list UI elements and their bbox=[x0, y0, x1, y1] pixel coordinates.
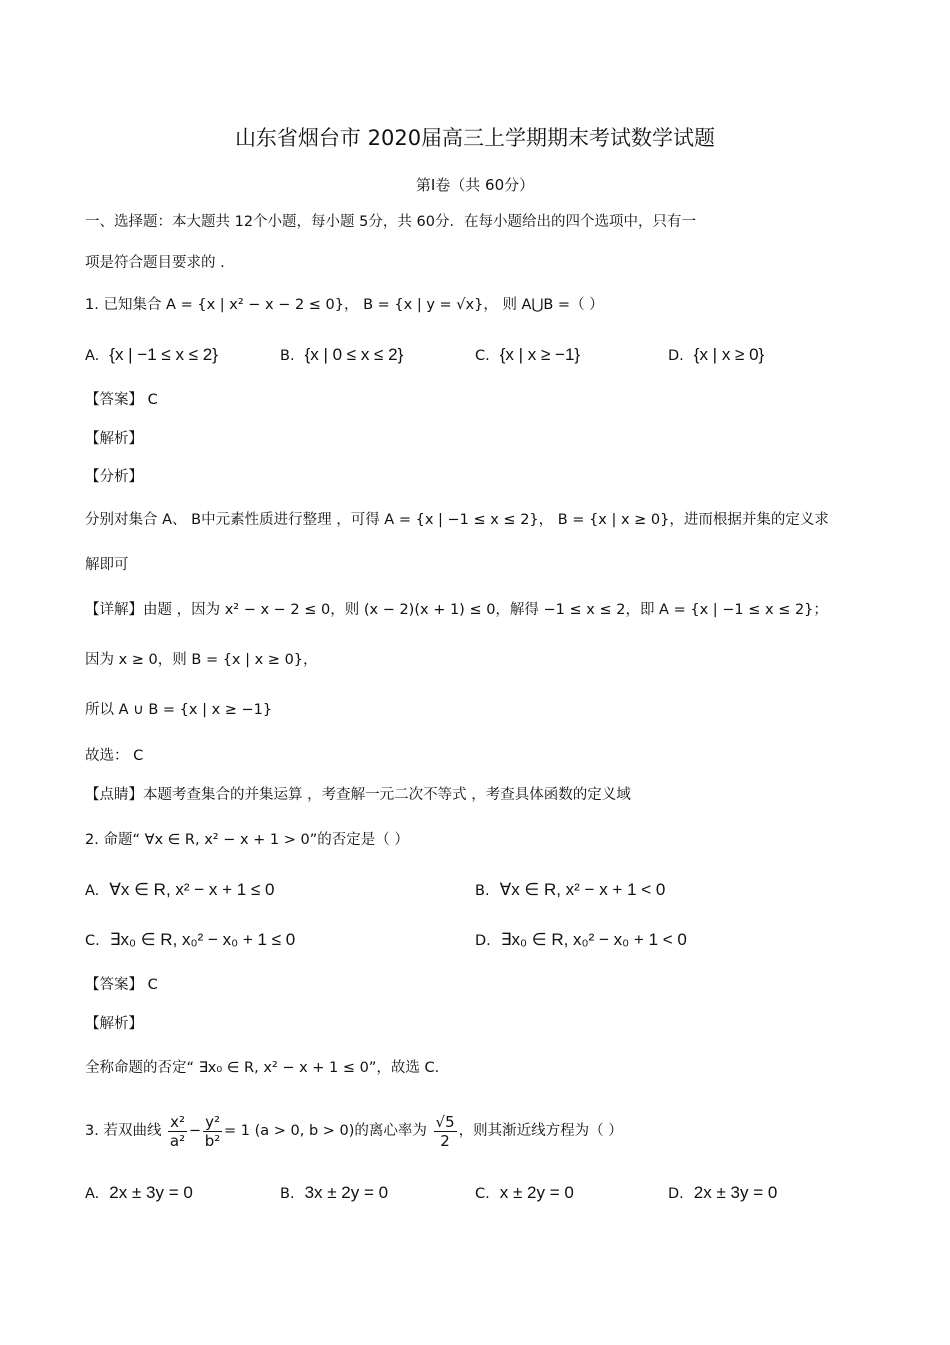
option-text: 2x ± 3y = 0 bbox=[693, 1183, 778, 1202]
q1-analysis-line2: 解即可 bbox=[85, 557, 129, 573]
q3-fraction-y bbox=[203, 1113, 222, 1150]
q1-option-d bbox=[668, 345, 764, 365]
option-label: A. bbox=[85, 348, 100, 364]
option-label: D. bbox=[475, 933, 491, 949]
q1-comment: 【点睛】本题考查集合的并集运算 ，考查解一元二次不等式 ，考查具体函数的定义域 bbox=[85, 787, 631, 803]
q1-fenxi-heading: 【分析】 bbox=[85, 469, 143, 485]
q3-prefix: 3. 若双曲线 bbox=[85, 1123, 162, 1139]
option-text: x ± 2y = 0 bbox=[499, 1183, 574, 1202]
q3-option-a bbox=[85, 1183, 193, 1203]
option-text: {x | x ≥ −1} bbox=[499, 345, 581, 364]
q1-analysis-line1: 分别对集合 A、 B中元素性质进行整理 ，可得 A = {x | −1 ≤ x ≤ 2}， B = {x | x ≥ 0}，进而根据并集的定义求 bbox=[85, 512, 829, 528]
option-text: ∃x₀ ∈ R, x₀² − x₀ + 1 < 0 bbox=[500, 930, 687, 949]
section-instructions-line2: 项是符合题目要求的 . bbox=[85, 255, 225, 271]
fraction-denominator: 2 bbox=[440, 1131, 450, 1150]
q2-option-b bbox=[475, 880, 665, 900]
section-instructions-line1: 一、选择题：本大题共 12个小题，每小题 5分，共 60分．在每小题给出的四个选项中，只有一 bbox=[85, 214, 696, 230]
fraction-numerator: x² bbox=[170, 1112, 185, 1131]
option-text: {x | x ≥ 0} bbox=[693, 345, 765, 364]
q2-jiexi-heading: 【解析】 bbox=[85, 1016, 143, 1032]
q3-option-b bbox=[280, 1183, 388, 1203]
option-label: D. bbox=[668, 1186, 684, 1202]
q2-option-c bbox=[85, 930, 295, 950]
option-label: A. bbox=[85, 883, 100, 899]
q3-stem bbox=[85, 1108, 623, 1154]
option-label: C. bbox=[475, 348, 490, 364]
q3-eccentricity bbox=[434, 1113, 457, 1150]
option-text: ∃x₀ ∈ R, x₀² − x₀ + 1 ≤ 0 bbox=[109, 930, 296, 949]
q1-option-a bbox=[85, 345, 218, 365]
page-subtitle: 第Ⅰ卷（共 60分） bbox=[415, 176, 535, 194]
option-label: D. bbox=[668, 348, 684, 364]
q3-option-d bbox=[668, 1183, 777, 1203]
q2-explain: 全称命题的否定“ ∃x₀ ∈ R, x² − x + 1 ≤ 0”，故选 C. bbox=[85, 1060, 440, 1076]
fraction-numerator: √5 bbox=[435, 1112, 455, 1131]
q2-option-d bbox=[475, 930, 687, 950]
q3-suffix: ，则其渐近线方程为（ ） bbox=[458, 1123, 623, 1139]
option-text: 2x ± 3y = 0 bbox=[109, 1183, 193, 1202]
q1-so: 所以 A ∪ B = {x | x ≥ −1} bbox=[85, 702, 273, 718]
option-text: {x | −1 ≤ x ≤ 2} bbox=[109, 345, 218, 364]
q1-because: 因为 x ≥ 0，则 B = {x | x ≥ 0}， bbox=[85, 652, 318, 668]
page-title: 山东省烟台市 2020届高三上学期期末考试数学试题 bbox=[234, 126, 716, 150]
option-label: A. bbox=[85, 1186, 100, 1202]
q3-minus: − bbox=[188, 1123, 202, 1139]
option-text: {x | 0 ≤ x ≤ 2} bbox=[304, 345, 404, 364]
fraction-numerator: y² bbox=[205, 1112, 220, 1131]
fraction-denominator: b² bbox=[204, 1131, 221, 1150]
q2-option-a bbox=[85, 880, 274, 900]
q2-stem: 2. 命题“ ∀x ∈ R, x² − x + 1 > 0”的否定是（ ） bbox=[85, 832, 409, 848]
option-label: B. bbox=[475, 883, 490, 899]
q1-stem: 1. 已知集合 A = {x | x² − x − 2 ≤ 0}， B = {x | y = √x}， 则 A⋃B =（ ） bbox=[85, 297, 604, 313]
q3-fraction-x bbox=[168, 1113, 187, 1150]
q1-option-c bbox=[475, 345, 580, 365]
fraction-denominator: a² bbox=[169, 1131, 186, 1150]
option-text: ∀x ∈ R, x² − x + 1 < 0 bbox=[499, 880, 666, 899]
q3-option-c bbox=[475, 1183, 574, 1203]
option-text: 3x ± 2y = 0 bbox=[304, 1183, 389, 1202]
q3-equation-tail: = 1 (a > 0, b > 0)的离心率为 bbox=[224, 1123, 427, 1139]
option-label: C. bbox=[475, 1186, 490, 1202]
option-label: B. bbox=[280, 348, 295, 364]
q1-jiexi-heading: 【解析】 bbox=[85, 431, 143, 447]
q1-answer: 【答案】 C bbox=[85, 392, 158, 408]
q2-answer: 【答案】 C bbox=[85, 977, 158, 993]
option-label: C. bbox=[85, 933, 100, 949]
q1-option-b bbox=[280, 345, 403, 365]
option-text: ∀x ∈ R, x² − x + 1 ≤ 0 bbox=[109, 880, 275, 899]
q1-choose: 故选： C bbox=[85, 748, 144, 764]
option-label: B. bbox=[280, 1186, 295, 1202]
q1-detail: 【详解】由题 ，因为 x² − x − 2 ≤ 0，则 (x − 2)(x + 1) ≤ 0，解得 −1 ≤ x ≤ 2，即 A = {x | −1 ≤ x ≤ 2}； bbox=[85, 602, 828, 618]
